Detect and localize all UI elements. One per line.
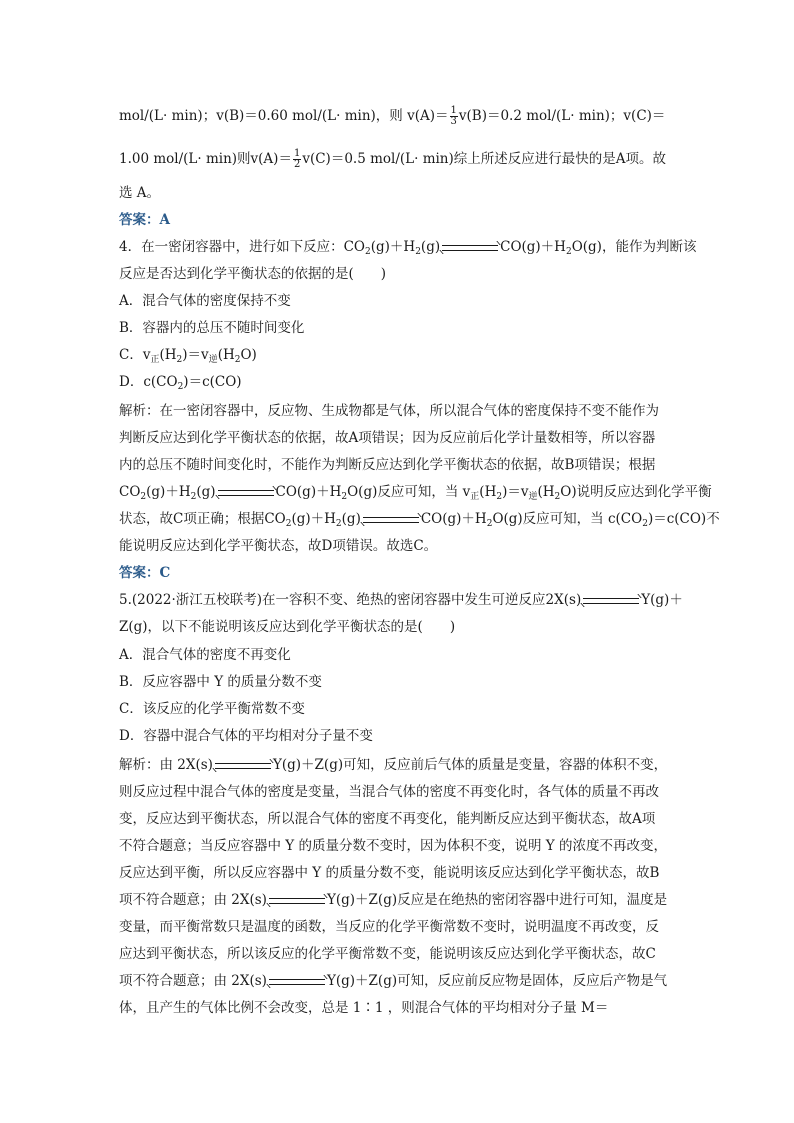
text-line [119,149,666,170]
equilibrium-arrow-icon [583,595,639,607]
text-span: )＝v [182,347,209,363]
explanation-line: 变，反应达到平衡状态，所以混合气体的密度不再变化，能判断反应达到平衡状态，故A项 [119,811,656,827]
text-span: Y(g)＋Z(g)可知，反应前后气体的质量是变量，容器的体积不变， [272,757,668,773]
subscript: 2 [176,355,183,365]
explanation-line: 不符合题意；当反应容器中 Y 的质量分数不变时，因为体积不变，说明 Y 的浓度不再改变， [119,838,667,854]
subscript: 正 [470,492,480,502]
option-c: C．该反应的化学平衡常数不变 [119,701,305,717]
subscript: 正 [150,355,160,365]
question-4 [119,237,696,262]
text-span: O(g)反应可知，当 v [347,484,471,500]
text-line: Z(g)，以下不能说明该反应达到化学平衡状态的是( ) [119,619,456,635]
subscript: 2 [177,382,184,392]
text-span: v(B)＝0.2 mol/(L· min)；v(C)＝ [458,108,666,124]
equilibrium-arrow-icon [442,242,498,254]
equilibrium-arrow-icon [269,895,325,907]
option-b: B．容器内的总压不随时间变化 [119,320,305,336]
option-d: D．容器中混合气体的平均相对分子量不变 [119,728,373,744]
text-span: 4．在一密闭容器中，进行如下反应：CO [119,239,365,255]
fraction [450,106,458,127]
subscript: 2 [565,247,572,257]
explanation-line: 反应达到平衡，所以反应容器中 Y 的质量分数不变，能说明该反应达到化学平衡状态，故B [119,865,660,881]
equilibrium-arrow-icon [218,487,274,499]
text-span: CO [119,484,141,500]
text-span: 项不符合题意；由 2X(s) [119,892,267,908]
text-span: )＝c(CO)不 [647,511,720,527]
text-span: mol/(L· min)；v(B)＝0.60 mol/(L· min)，则 v(A)＝ [119,108,449,124]
text-span: (g) [341,511,361,527]
subscript: 2 [642,519,648,529]
subscript: 2 [365,247,371,257]
option-a: A．混合气体的密度保持不变 [119,293,291,309]
explanation-line: 能说明反应达到化学平衡状态，故D项错误。故选C。 [119,538,438,554]
text-line [119,106,665,127]
equilibrium-arrow-icon [269,976,325,988]
subscript: 2 [234,355,241,365]
text-line: 反应是否达到化学平衡状态的依据的是( ) [119,266,387,282]
numerator: 1 [293,148,301,159]
text-span: CO(g)＋H [500,239,566,255]
option-a: A．混合气体的密度不再变化 [119,647,291,663]
text-span: 5.(2022·浙江五校联考)在一容积不变、绝热的密闭容器中发生可逆反应2X(s) [119,592,582,608]
text-span: )＝c(CO) [183,374,242,390]
explanation-line: 则反应过程中混合气体的密度是变量，当混合气体的密度不再变化时，各气体的质量不再改 [119,784,659,800]
text-span: CO(g)＋H [275,484,342,500]
text-span: D．c(CO [119,374,178,390]
text-span: (g)＋H [291,511,336,527]
equilibrium-arrow-icon [215,760,271,772]
subscript: 2 [335,519,342,529]
text-span: (g) [196,484,216,500]
subscript: 2 [496,492,503,502]
text-span: (H [479,484,497,500]
subscript: 2 [341,492,348,502]
option-b: B．反应容器中 Y 的质量分数不变 [119,674,322,690]
option-d [119,372,242,397]
text-span: (H [537,484,555,500]
explanation-line [119,509,720,534]
explanation-line [119,890,667,910]
subscript: 2 [415,247,421,257]
text-span: Y(g)＋Z(g)反应是在绝热的密闭容器中进行可知，温度是 [326,892,668,908]
option-c [119,345,257,370]
text-span: O) [240,347,257,363]
numerator: 1 [450,105,457,116]
text-span: 解析：由 2X(s) [119,757,213,773]
subscript: 2 [285,519,292,529]
equilibrium-arrow-icon [363,514,419,526]
explanation-line [119,482,712,507]
answer-label: 答案：A [119,212,170,228]
explanation-line: 判断反应达到化学平衡状态的依据，故A项错误；因为反应前后化学计量数相等，所以容器 [119,430,656,446]
denominator: 3 [450,116,457,127]
answer-label: 答案：C [119,565,171,581]
subscript: 逆 [528,492,538,502]
subscript: 逆 [208,355,218,365]
subscript: 2 [554,492,561,502]
text-span: O(g)反应可知，当 c(CO [492,511,643,527]
fraction [293,149,301,170]
text-span: C．v [119,347,151,363]
denominator: 2 [293,159,301,170]
subscript: 2 [140,492,147,502]
explanation-line: 体，且产生的气体比例不会改变，总是 1∶1 ，则混合气体的平均相对分子量 M＝ [119,1000,609,1016]
text-span: Y(g)＋ [641,592,683,608]
explanation-line: 内的总压不随时间变化时，不能作为判断反应达到化学平衡状态的依据，故B项错误；根据 [119,457,656,473]
text-span: (H [159,347,177,363]
text-span: (g)＋H [146,484,191,500]
subscript: 2 [486,519,493,529]
text-span: O(g)，能作为判断该 [571,239,697,255]
text-span: CO(g)＋H [420,511,487,527]
text-span: )＝v [502,484,529,500]
explanation-line: 解析：在一密闭容器中，反应物、生成物都是气体，所以混合气体的密度保持不变不能作为 [119,403,659,419]
text-span: v(C)＝0.5 mol/(L· min)综上所述反应进行最快的是A项。故 [302,151,667,167]
text-span: (H [217,347,235,363]
subscript: 2 [190,492,197,502]
text-span: (g)＋H [370,239,416,255]
text-span: 1.00 mol/(L· min)则v(A)＝ [119,151,292,167]
text-span: 状态，故C项正确；根据CO [119,511,286,527]
explanation-line: 变量，而平衡常数只是温度的函数，当反应的化学平衡常数不变时，说明温度不再改变，反 [119,919,659,935]
text-span: (g) [420,239,441,255]
explanation-line: 应达到平衡状态，所以该反应的化学平衡常数不变，能说明该反应达到化学平衡状态，故C [119,946,656,962]
text-span: O)说明反应达到化学平衡 [560,484,712,500]
text-span: 项不符合题意；由 2X(s) [119,973,267,989]
text-line: 选 A。 [119,185,161,201]
question-5 [119,590,683,610]
text-span: Y(g)＋Z(g)可知，反应前反应物是固体，反应后产物是气 [326,973,668,989]
explanation-line [119,971,667,991]
explanation-line [119,755,667,775]
